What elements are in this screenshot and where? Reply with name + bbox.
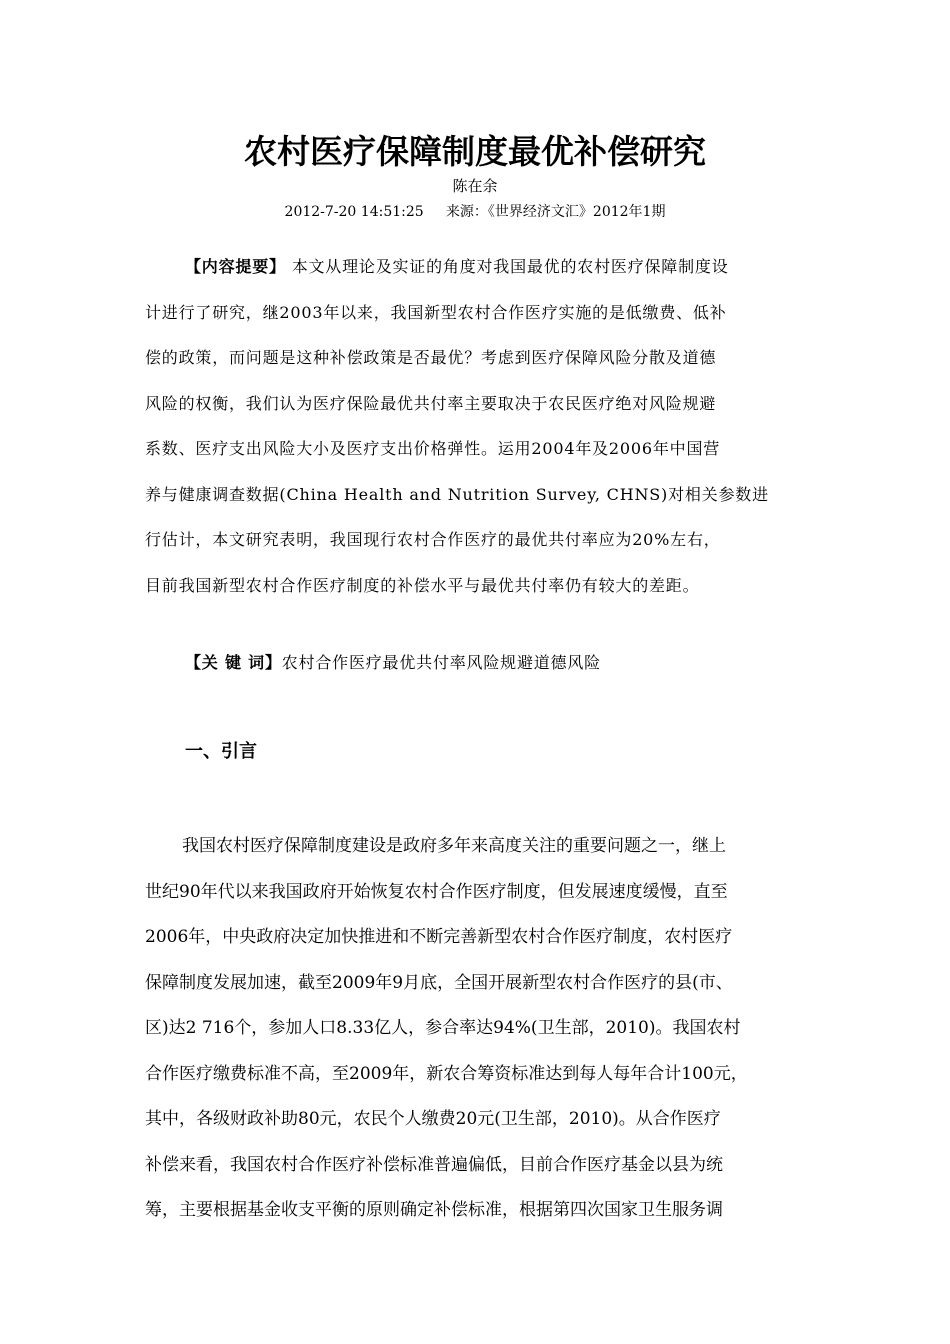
body-line: 其中，各级财政补助80元，农民个人缴费20元(卫生部，2010)。从合作医疗 — [145, 1109, 721, 1129]
abstract-line: 养与健康调查数据(China Health and Nutrition Survey, CHNS)对相关参数进 — [145, 484, 769, 504]
body-line: 我国农村医疗保障制度建设是政府多年来高度关注的重要问题之一，继上 — [182, 836, 726, 856]
body-line: 2006年，中央政府决定加快推进和不断完善新型农村合作医疗制度，农村医疗 — [145, 927, 733, 947]
abstract-line — [145, 244, 815, 290]
body-line: 合作医疗缴费标准不高，至2009年，新农合筹资标准达到每人每年合计100元， — [145, 1063, 748, 1084]
abstract-line: 计进行了研究，继2003年以来，我国新型农村合作医疗实施的是低缴费、低补 — [145, 302, 727, 322]
keywords-line — [185, 648, 601, 678]
section-heading: 一、引言 — [185, 741, 257, 762]
abstract-line: 风险的权衡，我们认为医疗保险最优共付率主要取决于农民医疗绝对风险规避 — [145, 393, 717, 413]
abstract-line: 目前我国新型农村合作医疗制度的补偿水平与最优共付率仍有较大的差距。 — [145, 575, 700, 595]
abstract-line: 偿的政策，而问题是这种补偿政策是否最优？考虑到医疗保障风险分散及道德 — [145, 348, 717, 367]
body-paragraph — [145, 824, 815, 1234]
body-line: 补偿来看，我国农村合作医疗补偿标准普遍偏低，目前合作医疗基金以县为统 — [145, 1154, 723, 1175]
body-line: 区)达2 716个，参加人口8.33亿人，参合率达94%(卫生部，2010)。我国农村 — [145, 1018, 741, 1038]
body-line: 筹，主要根据基金收支平衡的原则确定补偿标准，根据第四次国家卫生服务调 — [145, 1200, 723, 1220]
abstract-line-text: 本文从理论及实证的角度对我国最优的农村医疗保障制度设 — [285, 257, 729, 276]
abstract-line: 行估计，本文研究表明，我国现行农村合作医疗的最优共付率应为20%左右， — [145, 530, 721, 549]
keywords-label: 【关 键 词】 — [185, 653, 282, 672]
abstract-line: 系数、医疗支出风险大小及医疗支出价格弹性。运用2004年及2006年中国营 — [145, 439, 721, 458]
abstract-label: 【内容提要】 — [185, 257, 286, 276]
keywords-text: 农村合作医疗最优共付率风险规避道德风险 — [281, 653, 601, 672]
article-author: 陈在余 — [452, 177, 498, 195]
abstract-block — [145, 244, 815, 608]
article-title: 农村医疗保障制度最优补偿研究 — [244, 132, 706, 171]
body-line: 保障制度发展加速，截至2009年9月底，全国开展新型农村合作医疗的县(市、 — [145, 972, 733, 993]
article-date-source: 2012-7-20 14:51:25 来源：《世界经济文汇》2012年1期 — [284, 204, 666, 220]
body-line: 世纪90年代以来我国政府开始恢复农村合作医疗制度，但发展速度缓慢，直至 — [145, 881, 728, 902]
